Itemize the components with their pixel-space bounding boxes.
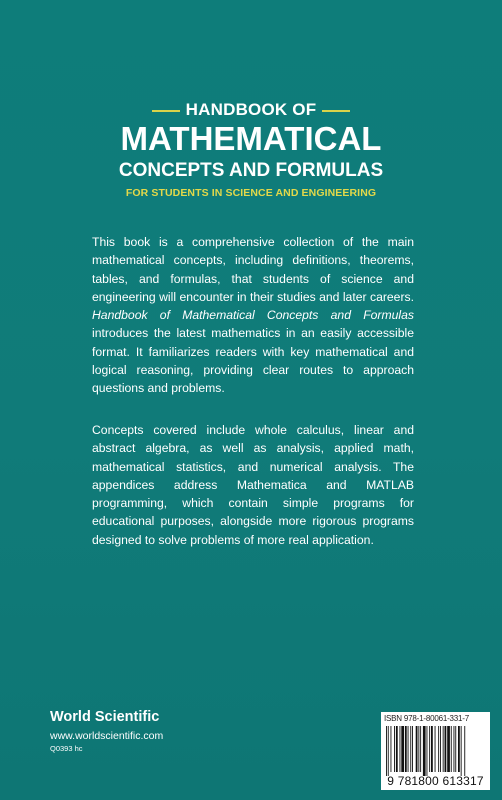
barcode-graphic xyxy=(385,726,486,776)
barcode-bar xyxy=(416,726,418,772)
barcode-bar xyxy=(445,726,447,772)
publisher-name: World Scientific xyxy=(50,709,160,725)
product-code: Q0393 hc xyxy=(50,744,83,753)
barcode-bar xyxy=(410,726,411,772)
blurb-p2-text: Concepts covered include whole calculus, linear and abstract algebra, as well as analysis, applied math, mathematical statistics, and numerical analysis. The appendices address Mathematica and MATLAB programming, which contain simple programs for educational purposes, alongside more rigorous programs designed to solve problems of more real application. xyxy=(92,423,414,547)
title-block xyxy=(0,100,502,200)
barcode-bar xyxy=(447,726,450,772)
barcode-bar xyxy=(464,726,465,776)
barcode-bar xyxy=(427,726,428,776)
barcode-bar xyxy=(451,726,452,772)
subtitle: FOR STUDENTS IN SCIENCE AND ENGINEERING xyxy=(125,187,377,199)
barcode-bar xyxy=(408,726,409,772)
title-line-handbook-of: HANDBOOK OF xyxy=(180,100,323,120)
barcode-bar xyxy=(396,726,398,772)
blurb-p1-start: This book is a comprehensive collection of the main mathematical concepts, including definitions, theorems, tables, and formulas, that students of science and engineering will encounter in their studies and later careers. xyxy=(92,235,414,304)
barcode-bar xyxy=(400,726,401,772)
barcode-bar xyxy=(401,726,404,772)
title-line-mathematical: MATHEMATICAL xyxy=(120,120,382,157)
barcode-bar xyxy=(431,726,433,772)
barcode-bar xyxy=(429,726,430,772)
barcode-bar xyxy=(455,726,456,772)
barcode-bar xyxy=(391,726,392,772)
barcode-bar xyxy=(443,726,444,772)
barcode-bar xyxy=(412,726,413,772)
title-line-concepts-formulas: CONCEPTS AND FORMULAS xyxy=(118,160,384,181)
publisher-url: www.worldscientific.com xyxy=(50,730,164,742)
barcode-box xyxy=(381,712,490,790)
blurb-paragraph-2 xyxy=(92,421,414,549)
publisher-block xyxy=(50,709,163,754)
barcode-bar xyxy=(435,726,436,772)
barcode-bar xyxy=(420,726,421,772)
barcode-bar xyxy=(394,726,395,772)
ean-number: 9 781800 613317 xyxy=(387,774,484,788)
barcode-bar xyxy=(418,726,419,772)
barcode-bar xyxy=(386,726,387,776)
barcode-bar xyxy=(461,726,462,776)
isbn-label: ISBN 978-1-80061-331-7 xyxy=(384,714,469,723)
barcode-bar xyxy=(423,726,426,776)
barcode-bar xyxy=(440,726,441,772)
barcode-bar xyxy=(405,726,407,772)
barcode-bar xyxy=(454,726,455,772)
blurb-p1-end: introduces the latest mathematics in an easily accessible format. It familiarizes readers with key mathematical and logical reasoning, providing clear routes to approach questions and problems. xyxy=(92,326,414,396)
blurb-paragraph-1 xyxy=(92,233,414,398)
barcode-bar xyxy=(438,726,439,772)
barcode-bar xyxy=(388,726,389,776)
blurb-p1-italic-title: Handbook of Mathematical Concepts and Formulas xyxy=(92,308,414,323)
barcode-bar xyxy=(458,726,460,772)
